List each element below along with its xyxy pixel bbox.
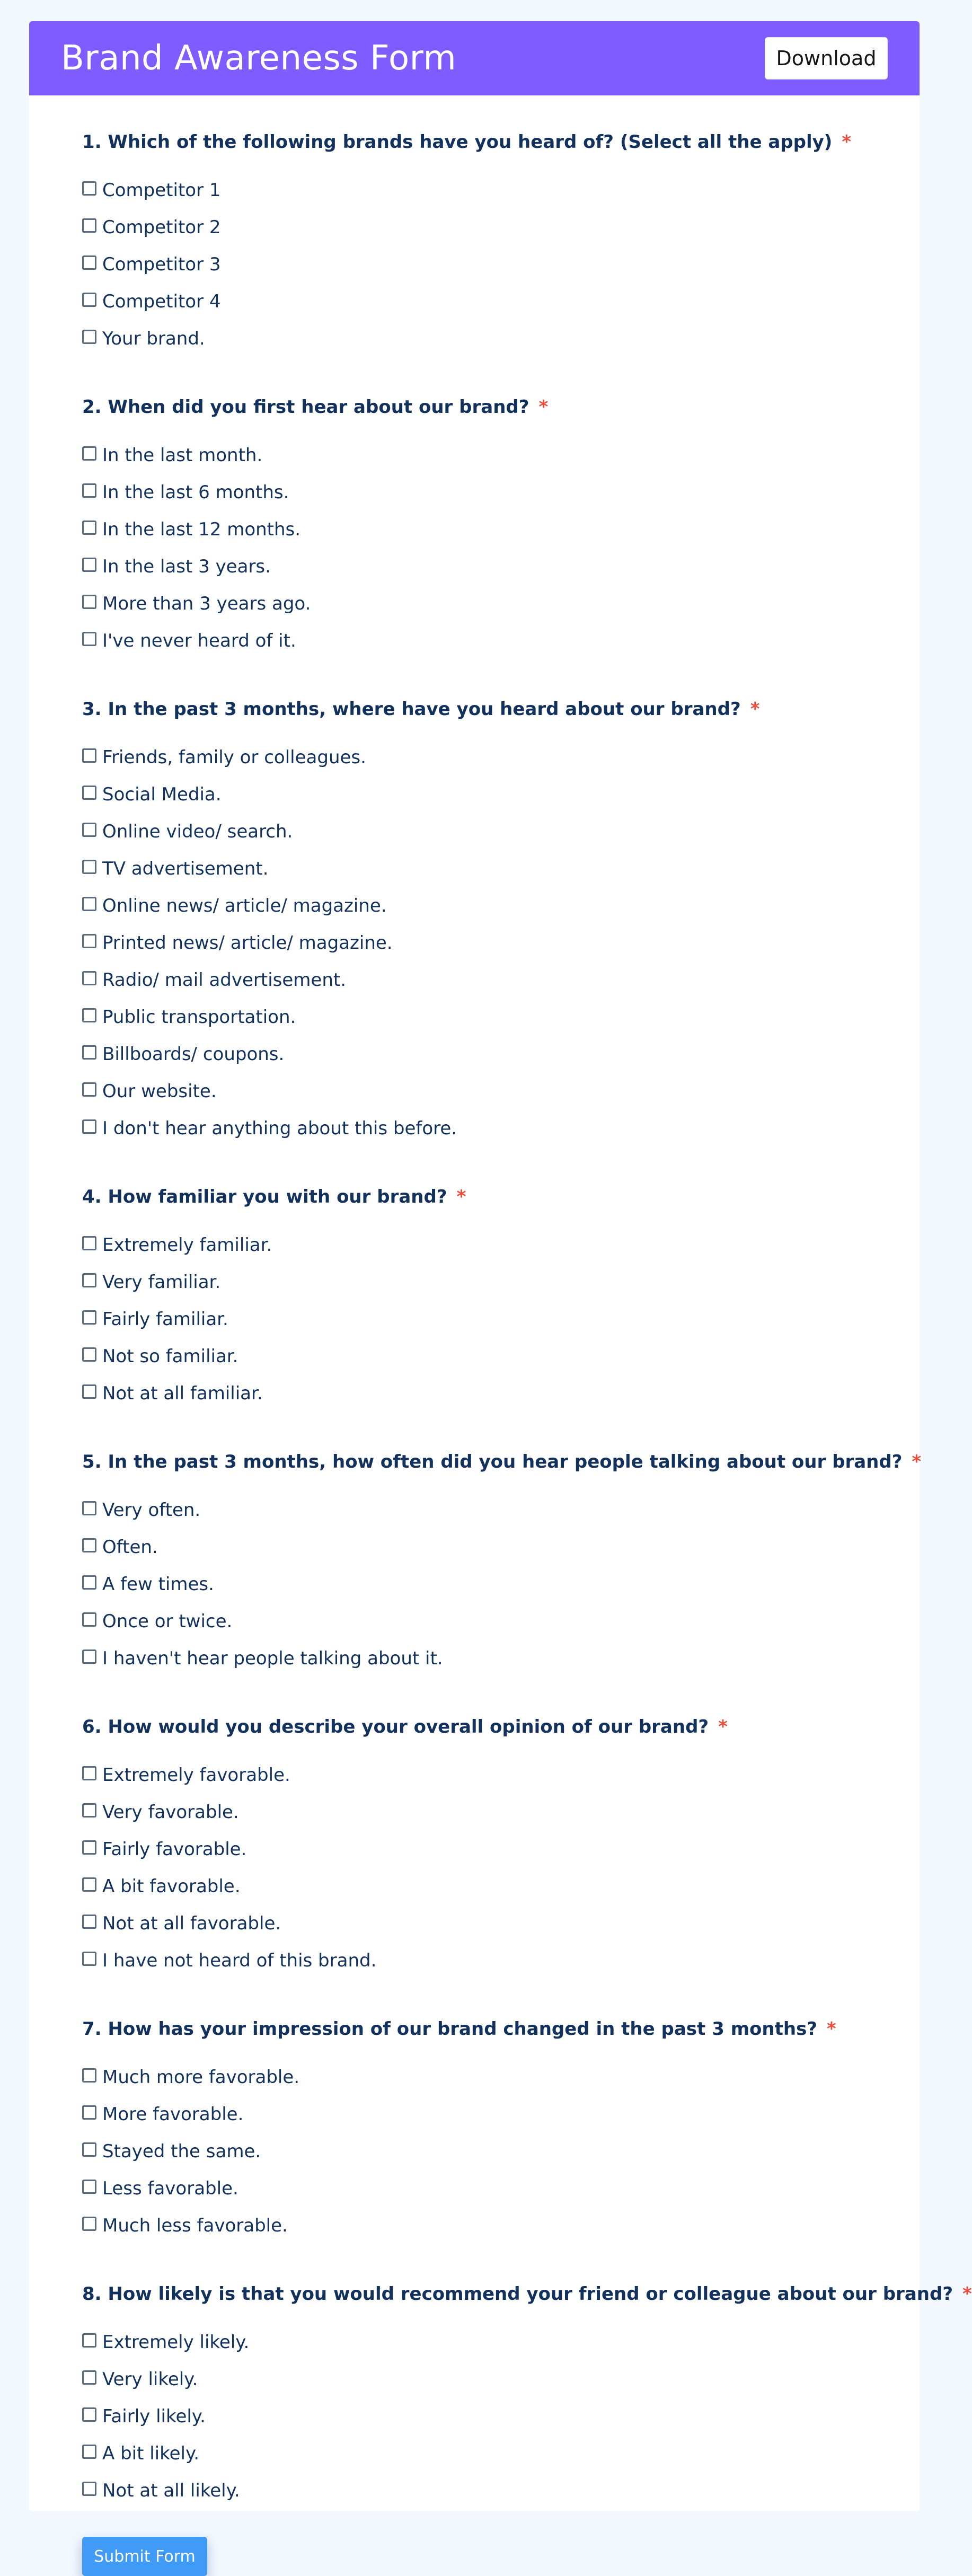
question-title-text: 6. How would you describe your overall opinion of our brand? [82,1716,709,1737]
option-label: Not at all likely. [102,2480,240,2501]
option-row[interactable] [82,209,920,246]
option-checkbox[interactable] [82,2333,96,2348]
option-row[interactable] [82,887,920,924]
option-row[interactable] [82,1264,920,1301]
required-marker: * [538,396,549,418]
option-label: Competitor 3 [102,254,221,275]
form-header [29,21,920,95]
option-checkbox[interactable] [82,2142,96,2157]
option-row[interactable] [82,1942,920,1979]
option-row[interactable] [82,1868,920,1905]
question-title-text: 8. How likely is that you would recommend your friend or colleague about our brand? [82,2283,953,2305]
option-checkbox[interactable] [82,1766,96,1780]
option-row[interactable] [82,1831,920,1868]
option-label: Very often. [102,1499,201,1521]
option-checkbox[interactable] [82,2217,96,2231]
option-row[interactable] [82,2361,920,2398]
option-label: Our website. [102,1081,217,1102]
option-row[interactable] [82,1301,920,1338]
option-checkbox[interactable] [82,181,96,196]
option-row[interactable] [82,850,920,887]
option-label: Very likely. [102,2369,198,2390]
option-row[interactable] [82,776,920,813]
form-body [29,95,972,2576]
question-title-text: 7. How has your impression of our brand changed in the past 3 months? [82,2018,818,2040]
question-3 [82,698,920,1147]
option-label: Stayed the same. [102,2141,261,2162]
option-checkbox[interactable] [82,1236,96,1250]
question-title-text: 2. When did you first hear about our brand? [82,396,529,418]
question-title-text: 1. Which of the following brands have you heard of? (Select all the apply) [82,131,833,153]
option-checkbox[interactable] [82,1082,96,1097]
option-label: Much more favorable. [102,2067,300,2088]
required-marker: * [456,1186,466,1207]
question-title-text: 5. In the past 3 months, how often did you hear people talking about our brand? [82,1451,903,1472]
option-label: Often. [102,1537,158,1558]
option-label: A bit favorable. [102,1876,241,1897]
option-label: I've never heard of it. [102,630,296,651]
option-label: I don't hear anything about this before. [102,1118,457,1139]
option-label: Printed news/ article/ magazine. [102,932,393,954]
option-checkbox[interactable] [82,632,96,646]
option-row[interactable] [82,1794,920,1831]
option-label: I haven't hear people talking about it. [102,1648,443,1669]
submit-form-button[interactable]: Submit Form [82,2537,207,2576]
option-row[interactable] [82,2398,920,2435]
option-row[interactable] [82,511,920,548]
option-label: Competitor 4 [102,291,221,312]
option-row[interactable] [82,2170,920,2207]
option-row[interactable] [82,1757,920,1794]
option-checkbox[interactable] [82,1649,96,1664]
option-row[interactable] [82,2472,920,2509]
option-label: Once or twice. [102,1611,233,1632]
option-label: Fairly familiar. [102,1309,228,1330]
question-title [82,130,920,154]
option-checkbox[interactable] [82,2105,96,2120]
option-label: Competitor 2 [102,217,221,238]
question-8 [82,2282,972,2509]
option-checkbox[interactable] [82,1538,96,1552]
option-label: Online news/ article/ magazine. [102,895,387,916]
option-checkbox[interactable] [82,1803,96,1818]
option-checkbox[interactable] [82,1877,96,1892]
question-1 [82,130,920,357]
option-checkbox[interactable] [82,748,96,763]
option-checkbox[interactable] [82,1501,96,1515]
option-checkbox[interactable] [82,1384,96,1399]
option-label: Billboards/ coupons. [102,1044,285,1065]
question-list [82,130,972,2509]
option-label: Less favorable. [102,2178,238,2199]
option-label: Not at all familiar. [102,1383,263,1404]
option-checkbox[interactable] [82,2445,96,2459]
option-checkbox[interactable] [82,786,96,800]
option-checkbox[interactable] [82,2370,96,2385]
question-title-text: 4. How familiar you with our brand? [82,1186,447,1207]
question-2 [82,395,920,659]
option-checkbox[interactable] [82,483,96,498]
option-checkbox[interactable] [82,218,96,233]
option-label: Extremely likely. [102,2332,250,2353]
option-checkbox[interactable] [82,934,96,948]
option-label: Competitor 1 [102,180,221,201]
option-checkbox[interactable] [82,2180,96,2194]
required-marker: * [962,2283,972,2305]
question-title [82,2282,972,2306]
option-checkbox[interactable] [82,595,96,609]
option-label: A few times. [102,1574,214,1595]
option-checkbox[interactable] [82,823,96,837]
option-checkbox[interactable] [82,1952,96,1966]
option-checkbox[interactable] [82,1119,96,1134]
option-row[interactable] [82,437,920,474]
option-label: In the last 3 years. [102,556,271,577]
required-marker: * [750,699,760,720]
question-4 [82,1185,920,1412]
option-checkbox[interactable] [82,1273,96,1287]
option-label: More than 3 years ago. [102,593,311,614]
option-row[interactable] [82,1529,920,1566]
option-checkbox[interactable] [82,1612,96,1627]
option-label: Your brand. [102,328,205,349]
option-row[interactable] [82,2096,920,2133]
option-label: Not at all favorable. [102,1913,281,1934]
option-row[interactable] [82,1110,920,1147]
option-row[interactable] [82,1338,920,1375]
option-checkbox[interactable] [82,2482,96,2496]
option-checkbox[interactable] [82,293,96,307]
option-row[interactable] [82,474,920,511]
option-checkbox[interactable] [82,521,96,535]
option-label: Radio/ mail advertisement. [102,969,347,991]
option-checkbox[interactable] [82,2068,96,2083]
option-row[interactable] [82,1566,920,1603]
question-title [82,2017,920,2041]
option-label: In the last month. [102,445,263,466]
option-row[interactable] [82,2133,920,2170]
option-row[interactable] [82,999,920,1036]
question-title-text: 3. In the past 3 months, where have you heard about our brand? [82,699,741,720]
option-row[interactable] [82,813,920,850]
option-row[interactable] [82,246,920,283]
option-label: In the last 12 months. [102,519,301,540]
option-row[interactable] [82,548,920,585]
question-5 [82,1450,920,1677]
option-checkbox[interactable] [82,1310,96,1325]
required-marker: * [827,2018,836,2040]
option-row[interactable] [82,1603,920,1640]
option-label: A bit likely. [102,2443,200,2464]
option-label: Social Media. [102,784,222,805]
option-checkbox[interactable] [82,1840,96,1855]
question-title [82,1450,920,1474]
option-row[interactable] [82,1375,920,1412]
option-row[interactable] [82,1227,920,1264]
option-checkbox[interactable] [82,1008,96,1022]
option-label: Extremely familiar. [102,1234,272,1256]
question-7 [82,2017,920,2244]
option-row[interactable] [82,1905,920,1942]
option-row[interactable] [82,622,920,659]
option-label: Public transportation. [102,1007,296,1028]
option-row[interactable] [82,1073,920,1110]
question-title [82,698,920,721]
option-row[interactable] [82,2059,920,2096]
option-checkbox[interactable] [82,897,96,911]
question-title [82,1715,920,1739]
option-row[interactable] [82,961,920,999]
option-label: Not so familiar. [102,1346,238,1367]
required-marker: * [842,131,852,153]
option-checkbox[interactable] [82,446,96,461]
option-label: Fairly favorable. [102,1839,247,1860]
download-button[interactable]: Download [765,37,888,80]
required-marker: * [912,1451,922,1472]
option-label: Very familiar. [102,1272,221,1293]
option-row[interactable] [82,1492,920,1529]
option-checkbox[interactable] [82,558,96,572]
option-row[interactable] [82,2435,920,2472]
option-checkbox[interactable] [82,2407,96,2422]
option-row[interactable] [82,320,920,357]
option-label: Much less favorable. [102,2215,288,2236]
option-row[interactable] [82,172,920,209]
option-row[interactable] [82,1036,920,1073]
option-checkbox[interactable] [82,1575,96,1590]
option-label: I have not heard of this brand. [102,1950,377,1971]
option-label: Online video/ search. [102,821,293,842]
form-title: Brand Awareness Form [61,39,457,78]
option-row[interactable] [82,2324,920,2361]
question-title [82,1185,920,1208]
option-label: Very favorable. [102,1802,239,1823]
option-checkbox[interactable] [82,330,96,344]
option-row[interactable] [82,585,920,622]
option-checkbox[interactable] [82,860,96,874]
option-label: In the last 6 months. [102,482,289,503]
option-label: Friends, family or colleagues. [102,747,366,768]
option-label: Fairly likely. [102,2406,206,2427]
option-label: TV advertisement. [102,858,269,879]
option-row[interactable] [82,1640,920,1677]
required-marker: * [718,1716,728,1737]
option-label: Extremely favorable. [102,1765,290,1786]
option-checkbox[interactable] [82,1347,96,1362]
option-checkbox[interactable] [82,1915,96,1929]
question-6 [82,1715,920,1979]
option-row[interactable] [82,283,920,320]
option-checkbox[interactable] [82,1045,96,1060]
option-checkbox[interactable] [82,971,96,985]
option-row[interactable] [82,924,920,961]
form-card [29,21,972,2566]
option-checkbox[interactable] [82,255,96,270]
option-row[interactable] [82,2207,920,2244]
question-title [82,395,920,419]
option-row[interactable] [82,739,920,776]
option-label: More favorable. [102,2104,244,2125]
